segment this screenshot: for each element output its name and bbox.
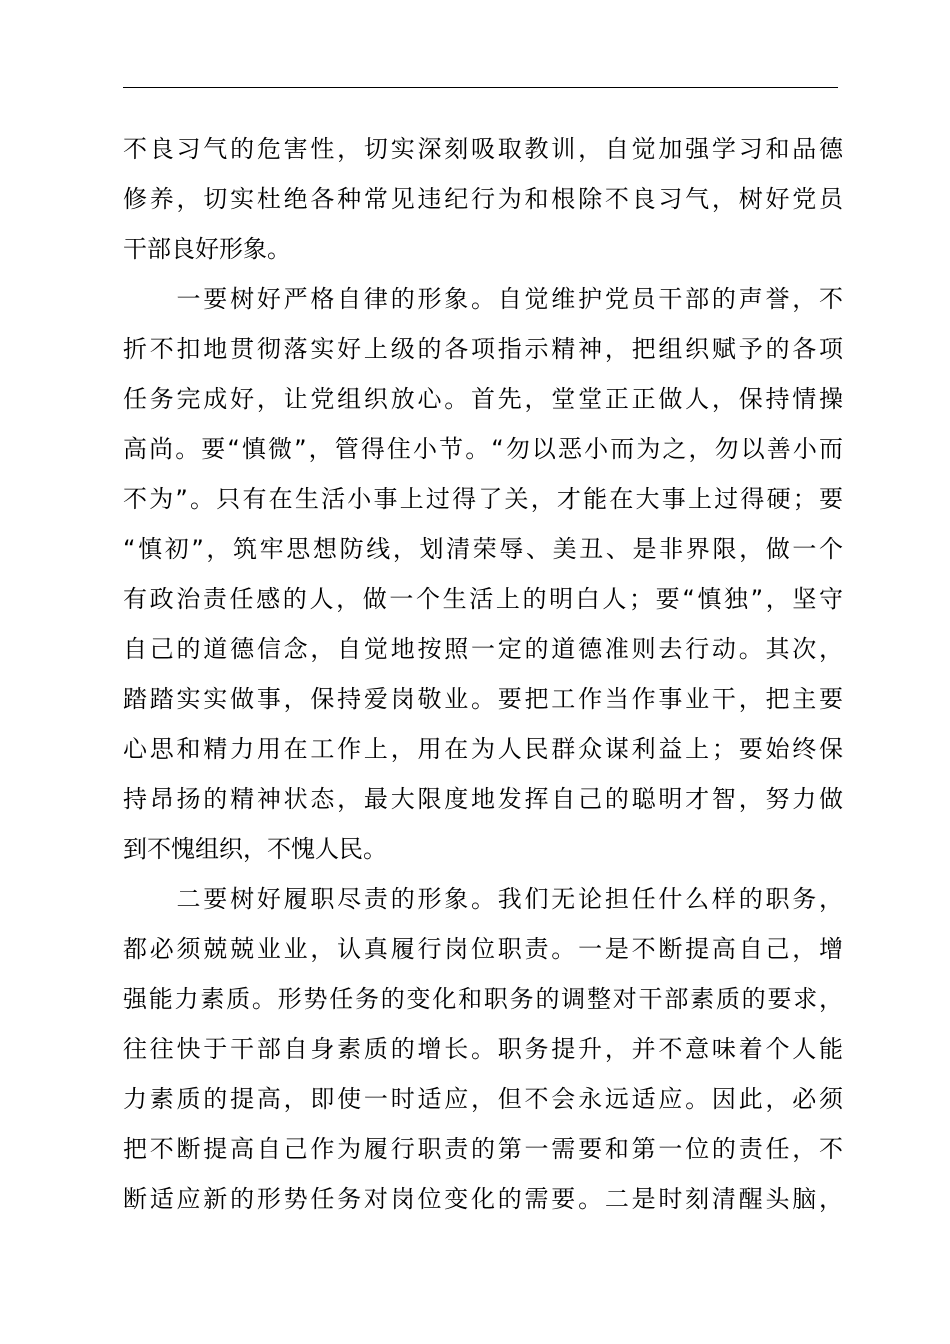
text-line: 折不扣地贯彻落实好上级的各项指示精神，把组织赋予的各项 bbox=[123, 335, 843, 363]
text-line: “慎初”，筑牢思想防线，划清荣辱、美丑、是非界限，做一个 bbox=[123, 535, 843, 563]
text-line: 自己的道德信念，自觉地按照一定的道德准则去行动。其次， bbox=[123, 635, 843, 663]
text-line: 心思和精力用在工作上，用在为人民群众谋利益上；要始终保 bbox=[123, 735, 843, 763]
text-line: 力素质的提高，即使一时适应，但不会永远适应。因此，必须 bbox=[123, 1085, 843, 1113]
text-line: 有政治责任感的人，做一个生活上的明白人；要“慎独”，坚守 bbox=[123, 585, 843, 613]
text-line: 任务完成好，让党组织放心。首先，堂堂正正做人，保持情操 bbox=[123, 385, 843, 413]
paragraph-start-line: 二要树好履职尽责的形象。我们无论担任什么样的职务， bbox=[123, 885, 843, 913]
text-line: 到不愧组织，不愧人民。 bbox=[123, 835, 387, 863]
text-line: 踏踏实实做事，保持爱岗敬业。要把工作当作事业干，把主要 bbox=[123, 685, 843, 713]
text-line: 都必须兢兢业业，认真履行岗位职责。一是不断提高自己，增 bbox=[123, 935, 843, 963]
paragraph-start-line: 一要树好严格自律的形象。自觉维护党员干部的声誉，不 bbox=[123, 285, 843, 313]
text-line: 断适应新的形势任务对岗位变化的需要。二是时刻清醒头脑， bbox=[123, 1185, 843, 1213]
text-line: 高尚。要“慎微”，管得住小节。“勿以恶小而为之，勿以善小而 bbox=[123, 435, 843, 463]
text-line: 持昂扬的精神状态，最大限度地发挥自己的聪明才智，努力做 bbox=[123, 785, 843, 813]
text-line: 不良习气的危害性，切实深刻吸取教训，自觉加强学习和品德 bbox=[123, 135, 843, 163]
header-rule bbox=[123, 87, 838, 88]
text-line: 干部良好形象。 bbox=[123, 235, 291, 263]
text-line: 把不断提高自己作为履行职责的第一需要和第一位的责任，不 bbox=[123, 1135, 843, 1163]
text-line: 强能力素质。形势任务的变化和职务的调整对干部素质的要求， bbox=[123, 985, 843, 1013]
text-line: 修养，切实杜绝各种常见违纪行为和根除不良习气，树好党员 bbox=[123, 185, 843, 213]
body-text bbox=[123, 124, 843, 1224]
text-line: 往往快于干部自身素质的增长。职务提升，并不意味着个人能 bbox=[123, 1035, 843, 1063]
text-line: 不为”。只有在生活小事上过得了关，才能在大事上过得硬；要 bbox=[123, 485, 843, 513]
